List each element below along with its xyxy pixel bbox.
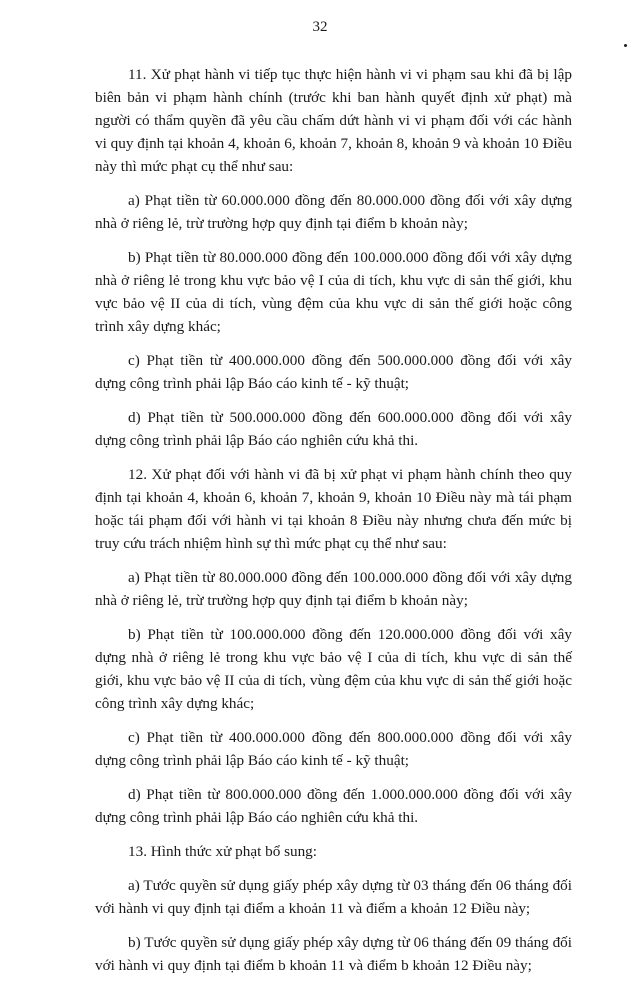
page-number: 32 (312, 19, 328, 35)
paragraph-clause-11d: d) Phạt tiền từ 500.000.000 đồng đến 600.000.000 đồng đối với xây dựng công trình phải lập Báo cáo nghiên cứu khả thi. (95, 409, 572, 449)
paragraph-clause-12b: b) Phạt tiền từ 100.000.000 đồng đến 120.000.000 đồng đối với xây dựng nhà ở riêng lẻ trong khu vực bảo vệ I của di tích, khu vực di sản thế giới, khu vực bảo vệ II của di tích, vùng đệm của khu vực di sản thế giới hoặc công trình xây dựng khác; (95, 626, 572, 712)
paragraph-clause-12c: c) Phạt tiền từ 400.000.000 đồng đến 800.000.000 đồng đối với xây dựng công trình phải lập Báo cáo kinh tế - kỹ thuật; (95, 729, 572, 769)
paragraph-clause-11c: c) Phạt tiền từ 400.000.000 đồng đến 500.000.000 đồng đối với xây dựng công trình phải lập Báo cáo kinh tế - kỹ thuật; (95, 352, 572, 392)
paragraph-clause-12a: a) Phạt tiền từ 80.000.000 đồng đến 100.000.000 đồng đối với xây dựng nhà ở riêng lẻ, trừ trường hợp quy định tại điểm b khoản này; (95, 569, 572, 609)
paragraph-clause-11: 11. Xử phạt hành vi tiếp tục thực hiện hành vi vi phạm sau khi đã bị lập biên bản vi phạm hành chính (trước khi ban hành quyết định xử phạt) mà người có thẩm quyền đã yêu cầu chấm dứt hành vi vi phạm đối với các hành vi quy định tại khoản 4, khoản 6, khoản 7, khoản 8, khoản 9 và khoản 10 Điều này thì mức phạt cụ thể như sau: (95, 66, 572, 175)
paragraph-clause-12d: d) Phạt tiền từ 800.000.000 đồng đến 1.000.000.000 đồng đối với xây dựng công trình phải lập Báo cáo nghiên cứu khả thi. (95, 786, 572, 826)
paragraph-clause-12: 12. Xử phạt đối với hành vi đã bị xử phạt vi phạm hành chính theo quy định tại khoản 4, khoản 6, khoản 7, khoản 9, khoản 10 Điều này mà tái phạm hoặc tái phạm đối với hành vi tại khoản 8 Điều này nhưng chưa đến mức bị truy cứu trách nhiệm hình sự thì mức phạt cụ thể như sau: (95, 466, 572, 552)
paragraph-clause-11b: b) Phạt tiền từ 80.000.000 đồng đến 100.000.000 đồng đối với xây dựng nhà ở riêng lẻ trong khu vực bảo vệ I của di tích, khu vực di sản thế giới, khu vực bảo vệ II của di tích, vùng đệm của khu vực di sản thế giới hoặc công trình xây dựng khác; (95, 249, 572, 335)
paragraph-clause-11a: a) Phạt tiền từ 60.000.000 đồng đến 80.000.000 đồng đối với xây dựng nhà ở riêng lẻ, trừ trường hợp quy định tại điểm b khoản này; (95, 192, 572, 232)
document-body (95, 63, 572, 988)
paragraph-clause-13: 13. Hình thức xử phạt bổ sung: (128, 843, 317, 860)
scan-speck (624, 44, 627, 47)
paragraph-clause-13a: a) Tước quyền sử dụng giấy phép xây dựng từ 03 tháng đến 06 tháng đối với hành vi quy định tại điểm a khoản 11 và điểm a khoản 12 Điều này; (95, 877, 572, 917)
paragraph-clause-13b: b) Tước quyền sử dụng giấy phép xây dựng từ 06 tháng đến 09 tháng đối với hành vi quy định tại điểm b khoản 11 và điểm b khoản 12 Điều này; (95, 934, 572, 974)
